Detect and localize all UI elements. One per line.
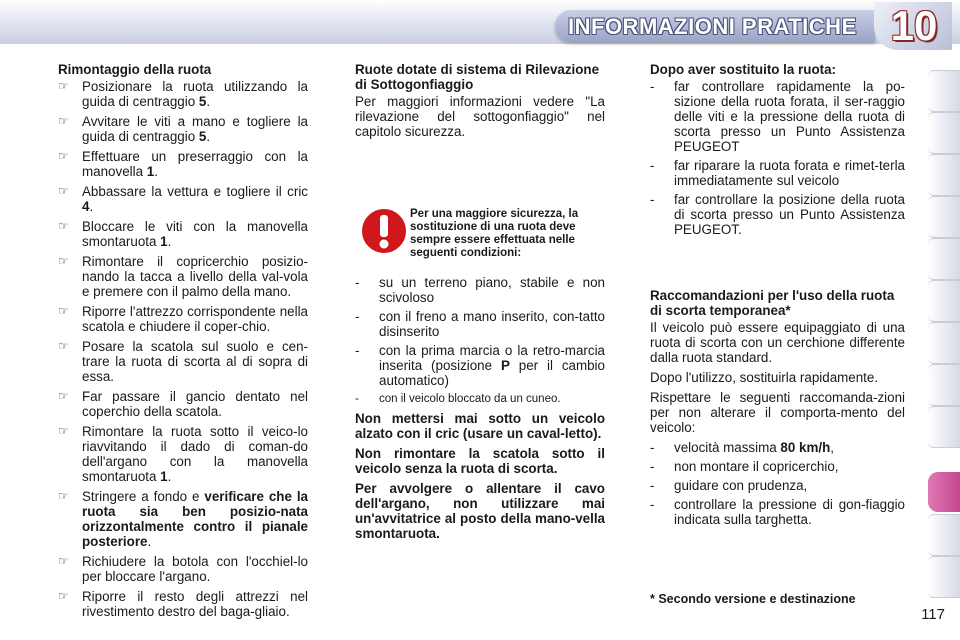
chapter-tab[interactable] xyxy=(928,514,960,556)
step-list-item xyxy=(58,589,308,619)
dash-marker: - xyxy=(355,309,360,324)
safety-warning xyxy=(355,204,610,266)
sottogonfiaggio-paragraph: Per maggiori informazioni vedere "La rilevazione del sottogonfiaggio" nel capitolo sicurezza. xyxy=(355,94,605,139)
step-list-item xyxy=(58,219,308,249)
step-list-item xyxy=(58,489,308,549)
item-after-text: , xyxy=(830,440,835,455)
item-text: Riporre l'attrezzo corrispondente nella scatola e chiudere il coper-chio. xyxy=(82,304,308,334)
step-list-item xyxy=(58,554,308,584)
item-text: controllare la pressione di gon-fiaggio indicata sulla targhetta. xyxy=(674,497,905,527)
pointing-hand-icon: ☞ xyxy=(58,339,69,353)
chapter-tab[interactable] xyxy=(928,406,960,448)
item-after-text: . xyxy=(167,469,172,484)
item-bold-text: 4 xyxy=(82,199,90,214)
dash-marker: - xyxy=(650,459,655,474)
dash-list-item xyxy=(650,440,905,455)
right-column-lower xyxy=(650,288,905,531)
item-bold-text: 1 xyxy=(160,234,168,249)
section-heading-raccomandazioni: Raccomandazioni per l'uso della ruota di scorta temporanea* xyxy=(650,288,895,318)
item-text: Far passare il gancio dentato nel coperchio della scatola. xyxy=(82,389,308,419)
item-after-text: . xyxy=(89,199,94,214)
step-list-item xyxy=(58,254,308,299)
warning-bold-2: Non rimontare la scatola sotto il veicolo senza la ruota di scorta. xyxy=(355,446,605,476)
item-after-text: . xyxy=(206,129,211,144)
dash-marker: - xyxy=(650,192,655,207)
pointing-hand-icon: ☞ xyxy=(58,114,69,128)
item-text: Abbassare la vettura e togliere il cric xyxy=(82,184,308,199)
conditions-list xyxy=(355,275,605,388)
item-bold-text: P xyxy=(500,358,510,373)
safety-warning-text: Per una maggiore sicurezza, la sostituzione di una ruota deve sempre essere effettuata nelle seguenti condizioni: xyxy=(410,208,579,259)
chapter-tab[interactable] xyxy=(928,70,960,112)
warning-bold-1: Non mettersi mai sotto un veicolo alzato con il cric (usare un caval-letto). xyxy=(355,411,605,441)
dash-marker: - xyxy=(355,343,360,358)
step-list-item xyxy=(58,304,308,334)
item-after-text: per il cambio automatico) xyxy=(379,358,605,388)
warning-exclamation-icon xyxy=(359,206,409,256)
step-list-item xyxy=(58,424,308,484)
item-bold-text: 5 xyxy=(198,94,207,109)
item-text: Rimontare il copricerchio posizio-nando la tacca a livello della val-vola e premere con il palmo della mano. xyxy=(82,254,308,299)
pointing-hand-icon: ☞ xyxy=(58,304,69,318)
step-list-item xyxy=(58,339,308,384)
page-title: INFORMAZIONI PRATICHE xyxy=(568,14,857,39)
item-text: Avvitare le viti a mano e togliere la guida di centraggio xyxy=(82,114,308,144)
pointing-hand-icon: ☞ xyxy=(58,424,69,438)
step-list-item xyxy=(58,79,308,109)
dash-list-item xyxy=(650,192,905,237)
step-list-item xyxy=(58,149,308,179)
item-bold-text: 1 xyxy=(146,164,155,179)
dash-list-item xyxy=(650,497,905,527)
chapter-tab-active[interactable] xyxy=(928,472,960,512)
pointing-hand-icon: ☞ xyxy=(58,389,69,403)
pointing-hand-icon: ☞ xyxy=(58,184,69,198)
raccomandazioni-paragraph-3: Rispettare le seguenti raccomanda-zioni per non alterare il comporta-mento del veicolo: xyxy=(650,390,905,435)
middle-column-lower xyxy=(355,275,605,546)
dash-list-item xyxy=(650,79,905,154)
dash-marker: - xyxy=(355,275,360,290)
dash-list-item xyxy=(355,343,605,388)
item-text: velocità massima xyxy=(674,440,781,455)
pointing-hand-icon: ☞ xyxy=(58,254,69,268)
left-column xyxy=(58,62,308,624)
page-number: 117 xyxy=(921,606,945,623)
item-text: Riporre il resto degli attrezzi nel rivestimento destro del baga-gliaio. xyxy=(82,589,308,619)
chapter-tab[interactable] xyxy=(928,280,960,322)
item-after-text: . xyxy=(167,234,172,249)
pointing-hand-icon: ☞ xyxy=(58,79,69,93)
pointing-hand-icon: ☞ xyxy=(58,589,69,603)
dash-list-item xyxy=(355,275,605,305)
item-text: Posizionare la ruota utilizzando la guida di centraggio xyxy=(82,79,308,109)
chapter-tab[interactable] xyxy=(928,322,960,364)
item-text: Bloccare le viti con la manovella smontaruota xyxy=(82,219,308,249)
dash-list-item xyxy=(355,309,605,339)
dash-list-item xyxy=(650,478,905,493)
item-text: far controllare rapidamente la po-sizione della ruota forata, il ser-raggio delle viti e la pressione della ruota di scorta presso un Punto Assistenza PEUGEOT xyxy=(674,79,905,154)
item-text: Stringere a fondo e xyxy=(82,489,205,504)
chapter-tab[interactable] xyxy=(928,154,960,196)
dash-marker: - xyxy=(355,393,359,405)
item-after-text: . xyxy=(147,534,152,549)
item-text: guidare con prudenza, xyxy=(674,478,808,493)
condition-small-item xyxy=(355,392,605,407)
item-text: Richiudere la botola con l'occhiel-lo per bloccare l'argano. xyxy=(82,554,308,584)
step-list-item xyxy=(58,389,308,419)
pointing-hand-icon: ☞ xyxy=(58,149,69,163)
section-heading-sottogonfiaggio: Ruote dotate di sistema di Rilevazione di Sottogonfiaggio xyxy=(355,62,600,92)
pointing-hand-icon: ☞ xyxy=(58,489,69,503)
chapter-tab[interactable] xyxy=(928,196,960,238)
item-bold-text: 80 km/h xyxy=(780,440,831,455)
step-list-item xyxy=(58,184,308,214)
after-replacement-list xyxy=(650,79,905,237)
dash-marker: - xyxy=(650,497,655,512)
chapter-number: 10 xyxy=(890,2,938,49)
dash-marker: - xyxy=(650,158,655,173)
recommendations-list xyxy=(650,440,905,527)
item-text: con la prima marcia o la retro-marcia inserita (posizione xyxy=(379,343,605,373)
section-heading-rimontaggio: Rimontaggio della ruota xyxy=(58,62,212,77)
item-after-text: . xyxy=(154,164,158,179)
item-text: su un terreno piano, stabile e non scivoloso xyxy=(379,275,605,305)
chapter-tab[interactable] xyxy=(928,364,960,406)
chapter-tab[interactable] xyxy=(928,556,960,598)
item-text: far riparare la ruota forata e rimet-terla immediatamente sul veicolo xyxy=(674,158,905,188)
dash-marker: - xyxy=(650,79,655,94)
chapter-tab[interactable] xyxy=(928,238,960,280)
middle-column xyxy=(355,62,605,144)
item-text: con il freno a mano inserito, con-tatto disinserito xyxy=(379,309,605,339)
dash-list-item xyxy=(650,158,905,188)
dash-marker: - xyxy=(650,478,655,493)
item-text: non montare il copricerchio, xyxy=(674,459,839,474)
dash-list-item xyxy=(650,459,905,474)
rimontaggio-steps-list xyxy=(58,79,308,619)
raccomandazioni-paragraph-2: Dopo l'utilizzo, sostituirla rapidamente. xyxy=(650,370,879,385)
warning-bold-3: Per avvolgere o allentare il cavo dell'argano, non utilizzare mai un'avvitatrice al posto della mano-vella smontaruota. xyxy=(355,481,605,541)
item-text: Rimontare la ruota sotto il veico-lo riavvitando il dado di coman-do dell'argano con la manovella smontaruota xyxy=(82,424,308,484)
section-heading-dopo: Dopo aver sostituito la ruota: xyxy=(650,62,836,77)
right-column xyxy=(650,62,905,241)
item-after-text: . xyxy=(206,94,211,109)
footnote: * Secondo versione e destinazione xyxy=(650,592,856,606)
pointing-hand-icon: ☞ xyxy=(58,219,69,233)
step-list-item xyxy=(58,114,308,144)
condition-small-text: con il veicolo bloccato da un cuneo. xyxy=(379,393,561,405)
dash-marker: - xyxy=(650,440,655,455)
item-bold-text: 5 xyxy=(198,129,207,144)
item-bold-text: 1 xyxy=(160,469,168,484)
item-bold-text: verificare che la ruota sia ben posizio-nata orizzontalmente contro il pianale posteriore xyxy=(82,489,308,549)
item-text: Effettuare un preserraggio con la manovella xyxy=(82,149,308,179)
chapter-tab[interactable] xyxy=(928,112,960,154)
pointing-hand-icon: ☞ xyxy=(58,554,69,568)
raccomandazioni-paragraph-1: Il veicolo può essere equipaggiato di una ruota di scorta con un cerchione differente dalla ruota standard. xyxy=(650,320,905,365)
item-text: Posare la scatola sul suolo e cen-trare la ruota di scorta al di sopra di essa. xyxy=(82,339,308,384)
item-text: far controllare la posizione della ruota di scorta presso un Punto Assistenza PEUGEOT. xyxy=(674,192,905,237)
